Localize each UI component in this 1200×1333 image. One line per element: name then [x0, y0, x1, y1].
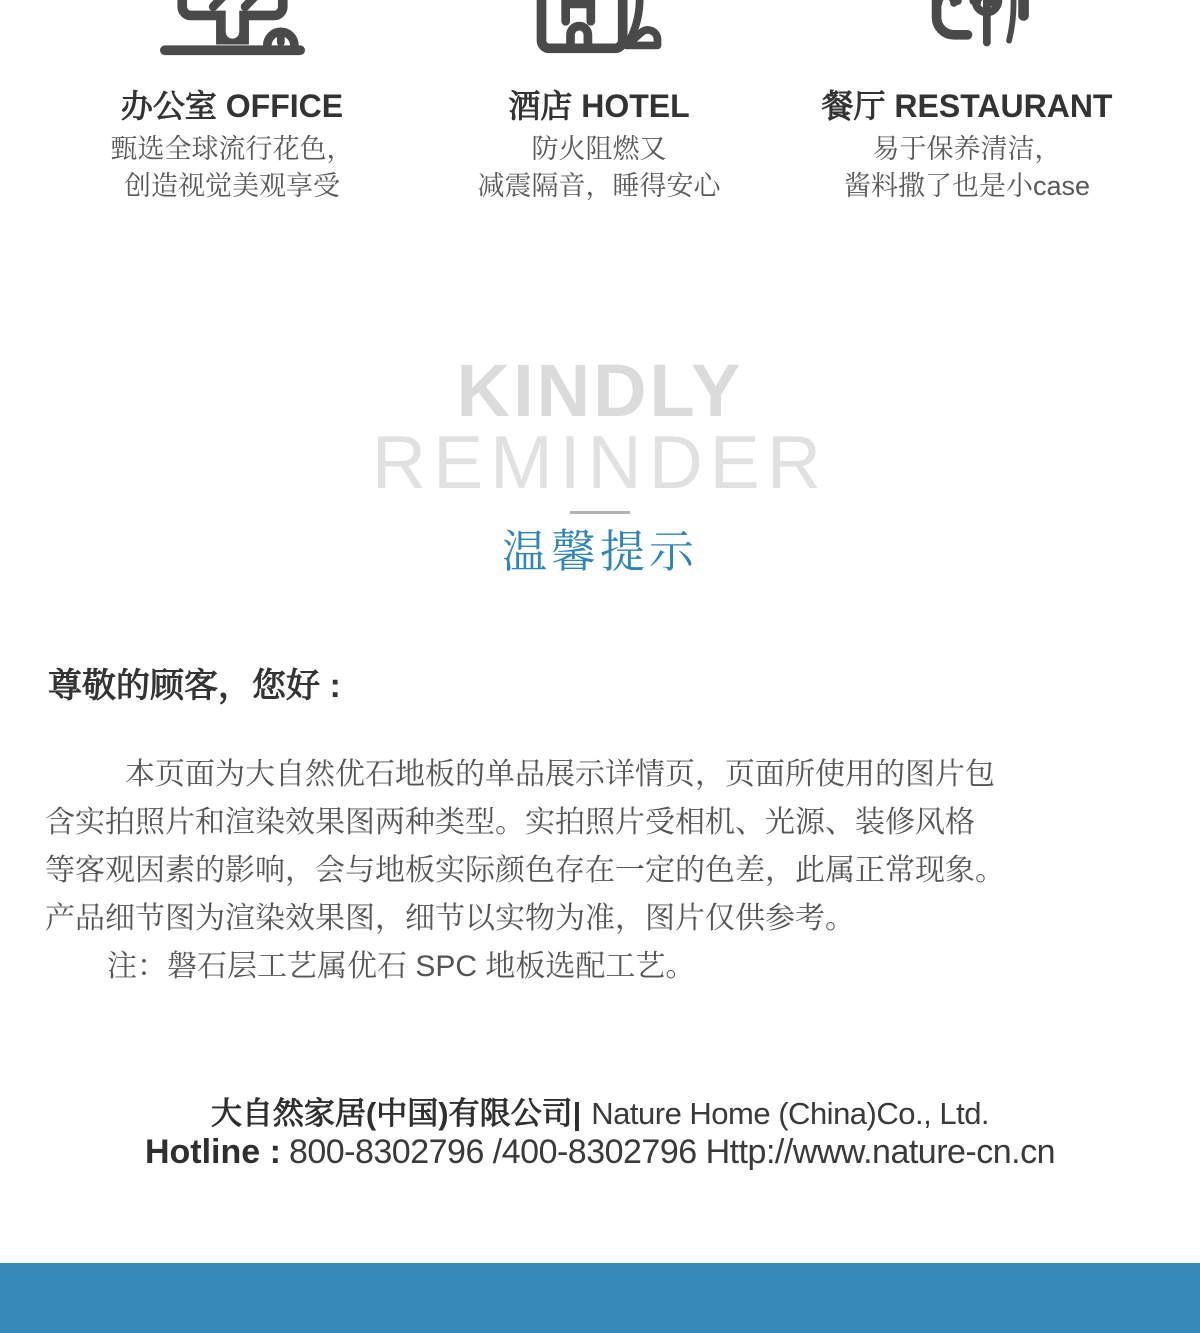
- desc-line: 酱料撒了也是小case: [843, 171, 1091, 201]
- desc-line: 防火阻燃又: [531, 134, 667, 164]
- restaurant-cutlery-icon: [890, 0, 1045, 58]
- notice-line: 含实拍照片和渲染效果图两种类型。实拍照片受相机、光源、装修风格: [45, 806, 975, 839]
- notice-note-line: 注：磐石层工艺属优石 SPC 地板选配工艺。: [107, 950, 696, 983]
- company-name-en: Nature Home (China)Co., Ltd.: [591, 1096, 990, 1131]
- kindly-watermark-line2: REMINDER: [371, 420, 828, 504]
- section-divider: [570, 511, 630, 514]
- office-computer-icon: [155, 0, 310, 58]
- desc-line: 减震隔音，睡得安心: [477, 171, 721, 201]
- notice-line: 本页面为大自然优石地板的单品展示详情页，页面所使用的图片包: [125, 758, 995, 791]
- desc-line: 创造视觉美观享受: [124, 171, 340, 201]
- use-case-hotel: [464, 0, 734, 205]
- use-case-office: [0, 0, 464, 205]
- hotline-value: 800-8302796 /400-8302796 Http://www.nature-cn.cn: [288, 1133, 1056, 1171]
- notice-paragraph: [45, 751, 1157, 991]
- hotel-building-icon: [522, 0, 677, 58]
- customer-greeting: 尊敬的顾客，您好 :: [48, 667, 341, 705]
- company-name-cn: 大自然家居(中国)有限公司|: [210, 1096, 582, 1131]
- kindly-watermark-line1: KINDLY: [456, 349, 744, 432]
- use-case-description: [478, 131, 721, 205]
- use-case-description: [111, 131, 354, 205]
- bottom-blue-bar: [0, 1263, 1200, 1333]
- notice-line: 等客观因素的影响，会与地板实际颜色存在一定的色差，此属正常现象。: [45, 854, 1005, 887]
- use-case-title: 办公室 OFFICE: [120, 88, 344, 124]
- use-case-row: [0, 0, 1200, 205]
- company-line: [0, 1088, 1200, 1133]
- hotline-line: [0, 1133, 1200, 1172]
- desc-line: 易于保养清洁，: [872, 134, 1062, 164]
- use-case-title: 酒店 HOTEL: [508, 88, 690, 124]
- use-case-description: [844, 131, 1090, 205]
- desc-line: 甄选全球流行花色，: [110, 134, 354, 164]
- hotline-label: Hotline :: [144, 1133, 281, 1171]
- use-case-restaurant: [734, 0, 1200, 205]
- reminder-title: 温馨提示: [501, 526, 698, 577]
- notice-line: 产品细节图为渲染效果图，细节以实物为准，图片仅供参考。: [45, 902, 855, 935]
- use-case-title: 餐厅 RESTAURANT: [821, 88, 1113, 124]
